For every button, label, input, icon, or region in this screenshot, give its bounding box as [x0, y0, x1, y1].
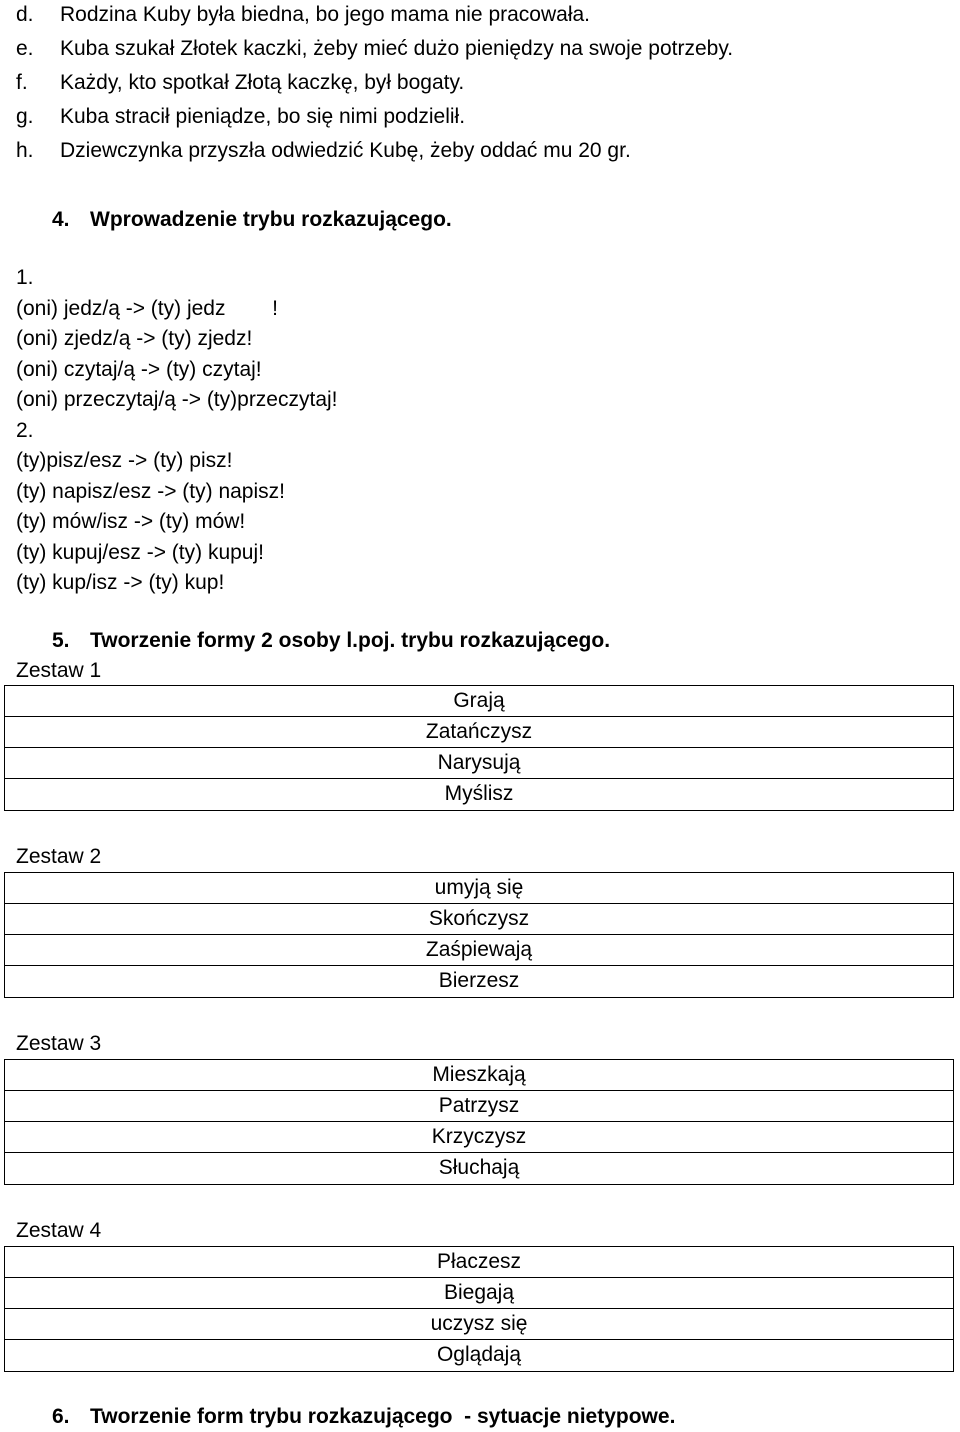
set-label: Zestaw 1 [16, 659, 102, 682]
list-text: Kuba stracił pieniądze, bo się nimi podzielił. [60, 105, 466, 128]
section-number: 6. [52, 1405, 70, 1428]
list-letter: e. [16, 37, 34, 60]
section-title: Tworzenie formy 2 osoby l.poj. trybu rozkazującego. [90, 629, 611, 652]
word-cell: Myślisz [444, 782, 514, 805]
section-6-heading [52, 1403, 675, 1431]
example-line: 2. [16, 418, 34, 442]
word-cell: umyją się [5, 873, 953, 904]
word-box [4, 1059, 954, 1185]
list-text: Dziewczynka przyszła odwiedzić Kubę, żeby oddać mu 20 gr. [60, 139, 631, 162]
example-line: (ty)pisz/esz -> (ty) pisz! [16, 449, 233, 472]
example-line: (ty) napisz/esz -> (ty) napisz! [16, 479, 285, 503]
list-text: Kuba szukał Złotek kaczki, żeby mieć dużo pieniędzy na swoje potrzeby. [60, 37, 734, 60]
example-line: (ty) kupuj/esz -> (ty) kupuj! [16, 540, 264, 564]
word-box [4, 1246, 954, 1372]
word-cell: Bierzesz [438, 969, 520, 992]
word-cell: Grają [5, 686, 953, 717]
word-cell: Patrzysz [5, 1091, 953, 1122]
example-line: (oni) czytaj/ą -> (ty) czytaj! [16, 357, 262, 381]
word-cell: Zaśpiewają [5, 935, 953, 966]
example-line: (oni) zjedz/ą -> (ty) zjedz! [16, 327, 253, 350]
word-box [4, 872, 954, 998]
list-letter: h. [16, 139, 34, 162]
section-title: Tworzenie form trybu rozkazującego - sytuacje nietypowe. [90, 1405, 676, 1428]
list-letter: g. [16, 105, 34, 128]
word-cell: Płaczesz [5, 1247, 953, 1278]
example-line: (ty) kup/isz -> (ty) kup! [16, 571, 225, 594]
section-number: 4. [52, 208, 70, 231]
set-label: Zestaw 4 [16, 1219, 102, 1242]
imperative-examples [16, 263, 338, 599]
example-line: (ty) mów/isz -> (ty) mów! [16, 510, 246, 533]
list-text: Rodzina Kuby była biedna, bo jego mama nie pracowała. [60, 3, 590, 26]
word-cell: Oglądają [436, 1343, 522, 1366]
word-cell: uczysz się [5, 1309, 953, 1340]
example-line: (oni) przeczytaj/ą -> (ty)przeczytaj! [16, 388, 338, 411]
word-cell: Mieszkają [5, 1060, 953, 1091]
list-letter: d. [16, 3, 34, 26]
set-label: Zestaw 3 [16, 1032, 102, 1055]
word-cell: Krzyczysz [5, 1122, 953, 1153]
section-number: 5. [52, 629, 70, 652]
section-4-heading [52, 206, 452, 234]
word-cell: Skończysz [5, 904, 953, 935]
section-5-heading [52, 627, 610, 655]
section-title: Wprowadzenie trybu rozkazującego. [90, 208, 452, 231]
word-box [4, 685, 954, 811]
example-line: (oni) jedz/ą -> (ty) jedz ! [16, 296, 278, 320]
list-letter: f. [16, 71, 28, 94]
list-text: Każdy, kto spotkał Złotą kaczkę, był bogaty. [60, 71, 465, 94]
word-cell: Biegają [5, 1278, 953, 1309]
set-label: Zestaw 2 [16, 845, 102, 868]
example-line: 1. [16, 266, 34, 289]
word-cell: Narysują [5, 748, 953, 779]
word-cell: Słuchają [438, 1156, 520, 1179]
word-cell: Zatańczysz [5, 717, 953, 748]
